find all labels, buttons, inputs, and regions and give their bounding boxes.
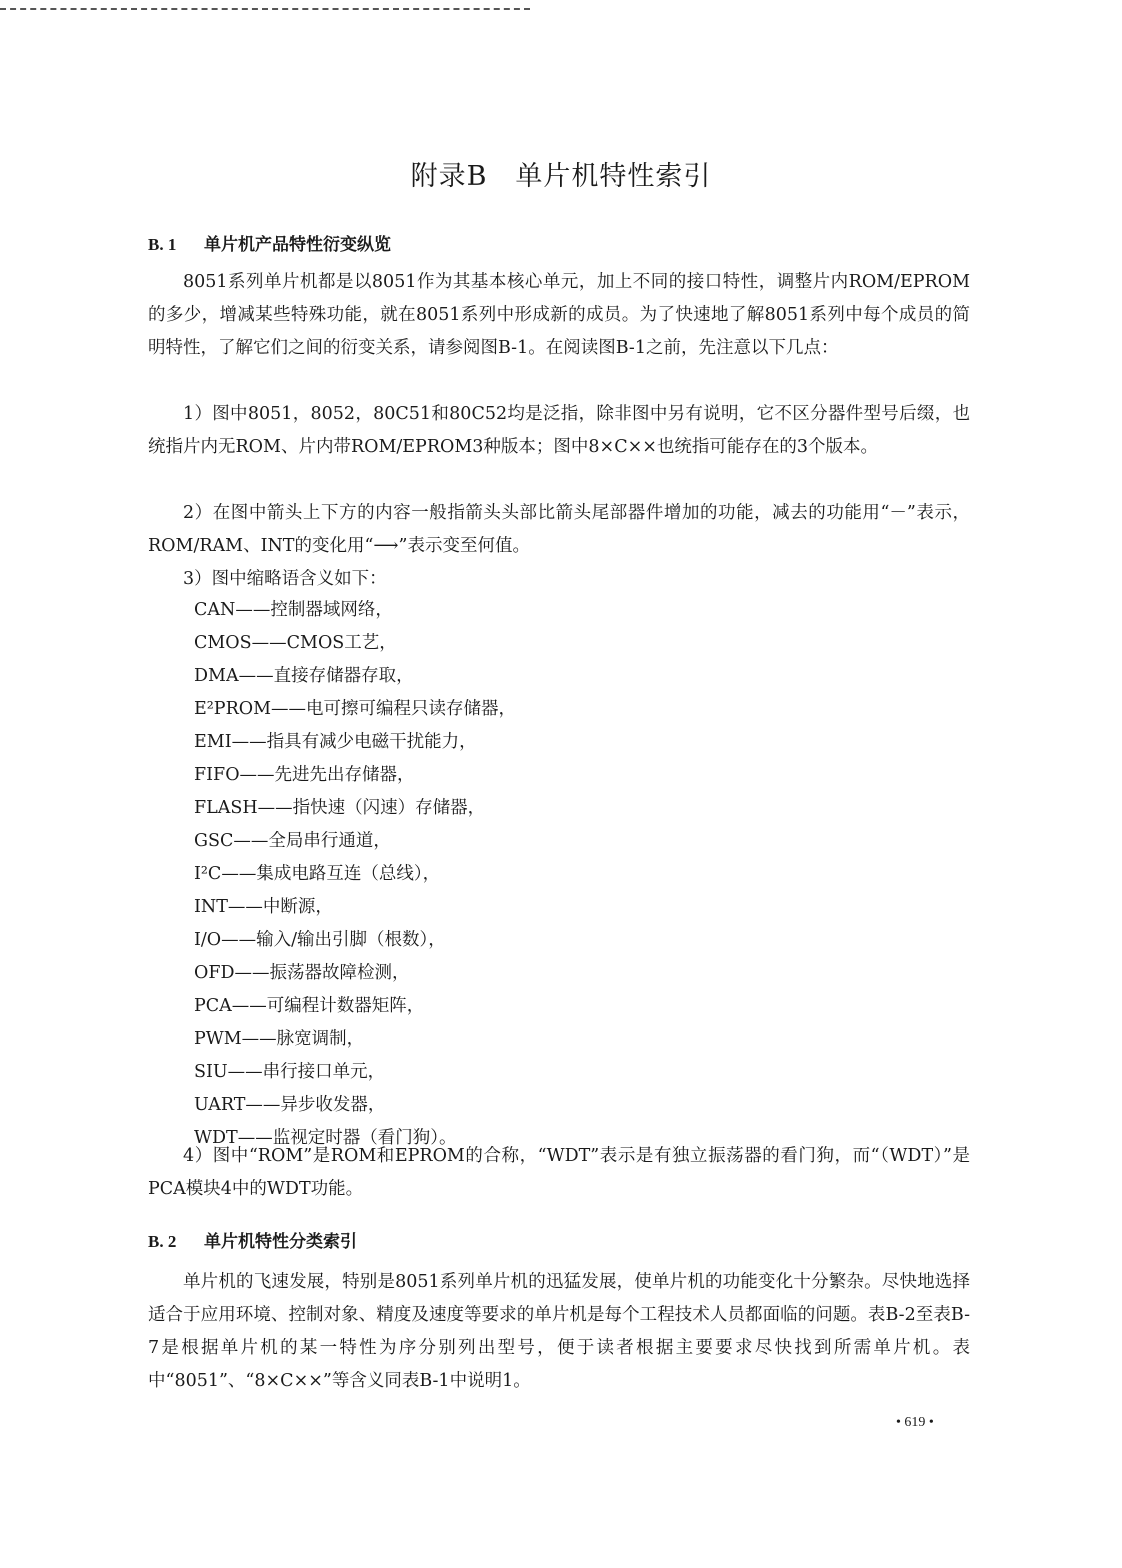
top-dashed-rule [0, 8, 530, 10]
abbreviation-item: EMI——指具有减少电磁干扰能力， [194, 732, 477, 752]
section-b2-body: 单片机的飞速发展，特别是8051系列单片机的迅猛发展，使单片机的功能变化十分繁杂。尽快地选择适合于应用环境、控制对象、精度及速度等要求的单片机是每个工程技术人员都面临的问题。表B-2至表B-7是根据单片机的某一特性为序分别列出型号，便于读者根据主要要求尽快找到所需单片机。表中“8051”、“8×C××”等含义同表B-1中说明1。 [148, 1272, 970, 1391]
page-title: 附录B 单片机特性索引 [410, 161, 712, 192]
note-1: 1）图中8051，8052，80C51和80C52均是泛指，除非图中另有说明，它不区分器件型号后缀，也统指片内无ROM、片内带ROM/EPROM3种版本；图中8×C××也统指可能存在的3个版本。 [148, 404, 970, 457]
abbreviation-item: I/O——输入/输出引脚（根数）， [194, 930, 446, 950]
section-b2-title: 单片机特性分类索引 [204, 1232, 357, 1252]
abbreviation-item: INT——中断源， [194, 897, 333, 917]
abbreviation-item: CAN——控制器域网络， [194, 600, 393, 620]
abbreviation-item: PCA——可编程计数器矩阵， [194, 996, 425, 1016]
section-b2-heading [148, 1227, 357, 1252]
section-b1-title: 单片机产品特性衍变纵览 [204, 235, 391, 255]
abbreviation-item: SIU——串行接口单元， [194, 1062, 386, 1082]
note-3: 3）图中缩略语含义如下： [183, 569, 387, 589]
abbreviation-item: FIFO——先进先出存储器， [194, 765, 415, 785]
abbreviation-item: WDT——监视定时器（看门狗）。 [194, 1128, 457, 1148]
abbreviation-item: UART——异步收发器， [194, 1095, 386, 1115]
section-b1-intro: 8051系列单片机都是以8051作为其基本核心单元，加上不同的接口特性，调整片内ROM/EPROM的多少，增减某些特殊功能，就在8051系列中形成新的成员。为了快速地了解8051系列中每个成员的简明特性，了解它们之间的衍变关系，请参阅图B-1。在阅读图B-1之前，先注意以下几点： [148, 272, 970, 358]
abbreviation-item: FLASH——指快速（闪速）存储器， [194, 798, 486, 818]
section-b1-heading [148, 230, 391, 255]
note-4: 4）图中“ROM”是ROM和EPROM的合称，“WDT”表示是有独立振荡器的看门狗，而“（WDT）”是PCA模块4中的WDT功能。 [148, 1146, 970, 1199]
abbreviation-item: DMA——直接存储器存取， [194, 666, 414, 686]
page-number: • 619 • [896, 1415, 934, 1430]
abbreviation-list [194, 594, 516, 1155]
note-2: 2）在图中箭头上下方的内容一般指箭头头部比箭头尾部器件增加的功能，减去的功能用“－”表示，ROM/RAM、INT的变化用“⟶”表示变至何值。 [148, 503, 970, 556]
abbreviation-item: I²C——集成电路互连（总线）， [194, 864, 441, 884]
abbreviation-item: GSC——全局串行通道， [194, 831, 391, 851]
abbreviation-item: CMOS——CMOS工艺， [194, 633, 397, 653]
abbreviation-item: OFD——振荡器故障检测， [194, 963, 410, 983]
abbreviation-item: PWM——脉宽调制， [194, 1029, 365, 1049]
abbreviation-item: E²PROM——电可擦可编程只读存储器， [194, 699, 517, 719]
section-b1-number: B. 1 [148, 235, 177, 254]
section-b2-number: B. 2 [148, 1232, 177, 1251]
